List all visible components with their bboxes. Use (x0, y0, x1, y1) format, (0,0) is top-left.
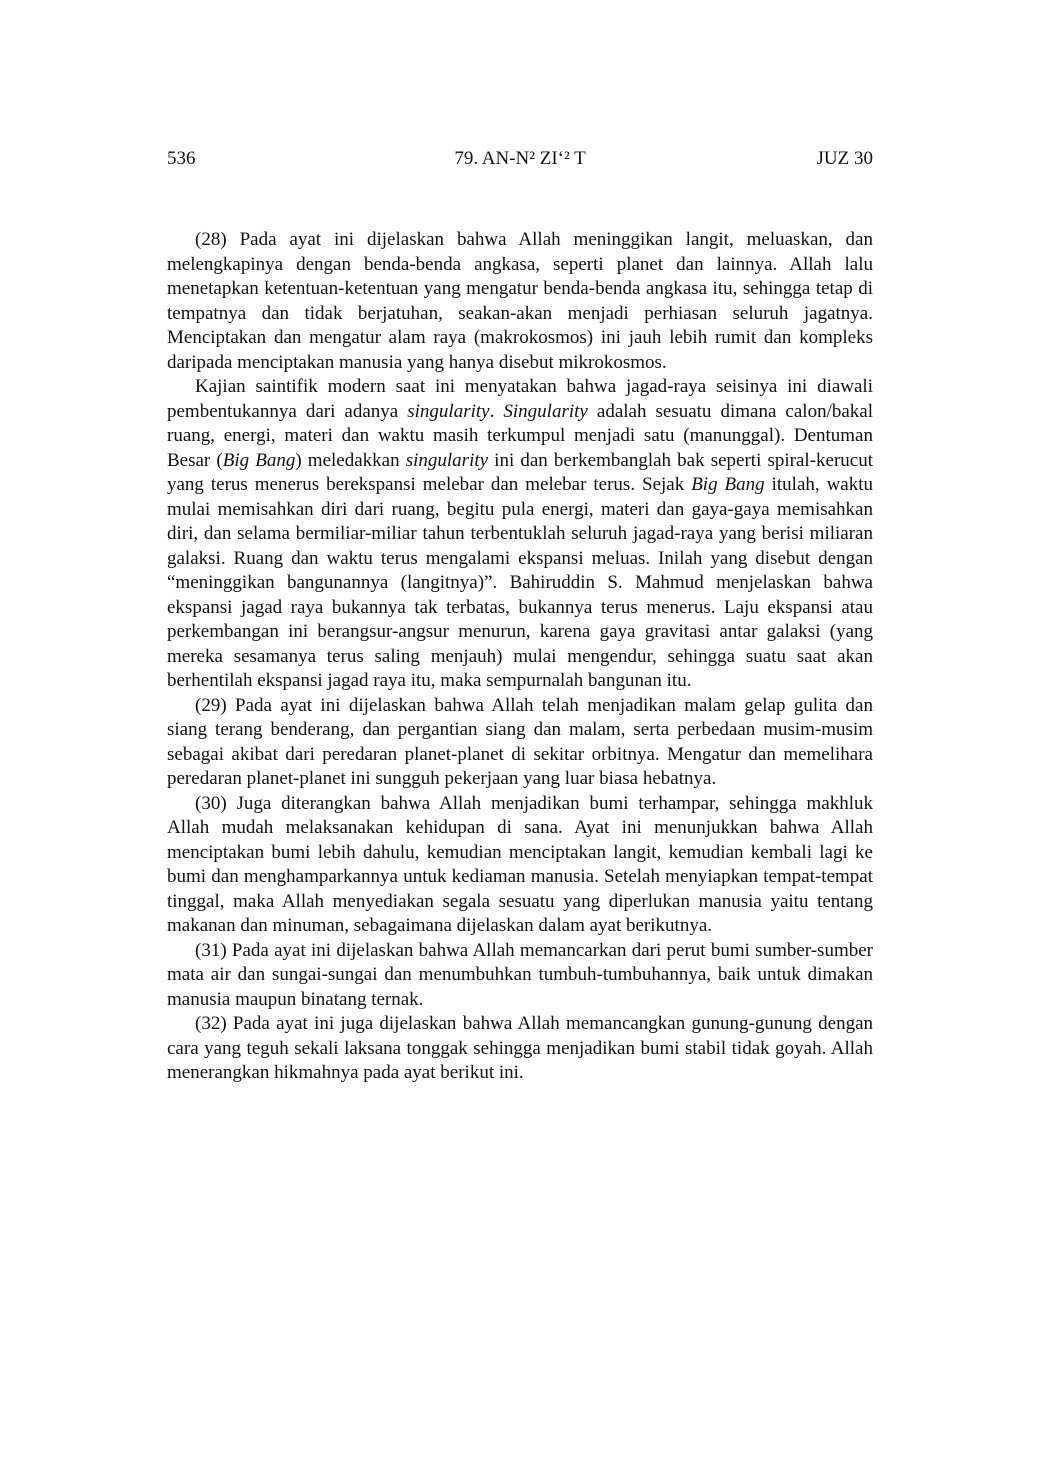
text-run: (31) Pada ayat ini dijelaskan bahwa Allah memancarkan dari perut bumi sumber-sumber mata air dan sungai-sungai dan menumbuhkan tumbuh-tumbuhannya, baik untuk dimakan manusia maupun binatang ternak. (167, 939, 873, 1010)
text-run: (30) Juga diterangkan bahwa Allah menjadikan bumi terhampar, sehingga makhluk Allah mudah melaksanakan kehidupan di sana. Ayat ini menunjukkan bahwa Allah menciptakan bumi lebih dahulu, kemudian menciptakan langit, kemudian kembali lagi ke bumi dan menghamparkannya untuk kediaman manusia. Setelah menyiapkan tempat-tempat tinggal, maka Allah menyediakan segala sesuatu yang diperlukan manusia yaitu tentang makanan dan minuman, sebagaimana dijelaskan dalam ayat berikutnya. (167, 792, 873, 936)
italic-text-run: Big Bang (691, 474, 765, 495)
text-run: . (489, 400, 504, 422)
text-run: Kajian saintifik modern saat ini menyatakan bahwa jagad-raya seisinya ini diawali pembentukannya dari adanya (167, 376, 873, 422)
text-run: ) meledakkan (295, 449, 406, 471)
paragraph (167, 228, 873, 375)
paragraph (167, 375, 873, 694)
text-run: ini dan berkembanglah bak seperti spiral-kerucut yang terus menerus berekspansi melebar dan melebar terus. Sejak (167, 449, 874, 495)
text-run: (29) Pada ayat ini dijelaskan bahwa Allah telah menjadikan malam gelap gulita dan siang terang benderang, dan pergantian siang dan malam, serta perbedaan musim-musim sebagai akibat dari peredaran planet-planet di sekitar orbitnya. Mengatur dan memelihara peredaran planet-planet ini sungguh pekerjaan yang luar biasa hebatnya. (167, 694, 873, 789)
text-run: adalah sesuatu dimana calon/bakal ruang, energi, materi dan waktu masih terkumpul menjadi satu (manunggal). Dentuman Besar ( (167, 400, 873, 471)
text-run: itulah, waktu mulai memisahkan diri dari ruang, begitu pula energi, materi dan gaya-gaya memisahkan diri, dan selama bermiliar-miliar tahun terbentuklah seluruh jagad-raya yang berisi miliaran galaksi. Ruang dan waktu terus mengalami ekspansi meluas. Inilah yang disebut dengan “meninggikan bangunannya (langitnya)”. Bahiruddin S. Mahmud menjelaskan bahwa ekspansi jagad raya bukannya tak terbatas, bukannya terus menerus. Laju ekspansi atau perkembangan ini berangsur-angsur menurun, karena gaya gravitasi antar galaksi (yang mereka sesamanya terus saling menjauh) mulai mengendur, sehingga suatu saat akan berhentilah ekspansi jagad raya itu, maka sempurnalah bangunan itu. (167, 474, 874, 691)
paragraphs (167, 228, 873, 1086)
page-number: 536 (167, 148, 196, 169)
italic-text-run: singularity (407, 400, 490, 422)
paragraph (167, 1012, 873, 1086)
juz-label: JUZ 30 (816, 148, 873, 169)
italic-text-run: Singularity (503, 400, 588, 422)
paragraph (167, 694, 873, 792)
paragraph (167, 792, 873, 939)
italic-text-run: singularity (405, 449, 489, 471)
paragraph (167, 939, 873, 1013)
text-run: (32) Pada ayat ini juga dijelaskan bahwa Allah memancangkan gunung-gunung dengan cara yang teguh sekali laksana tonggak sehingga menjadikan bumi stabil tidak goyah. Allah menerangkan hikmahnya pada ayat berikut ini. (167, 1013, 873, 1083)
chapter-title: 79. AN-N² ZI‘² T (454, 148, 586, 169)
italic-text-run: Big Bang (222, 449, 296, 471)
text-run: (28) Pada ayat ini dijelaskan bahwa Allah meninggikan langit, meluaskan, dan melengkapinya dengan benda-benda angkasa, seperti planet dan lainnya. Allah lalu menetapkan ketentuan-ketentuan yang mengatur benda-benda angkasa itu, sehingga tetap di tempatnya dan tidak berjatuhan, seakan-akan menjadi perhiasan seluruh jagatnya. Menciptakan dan mengatur alam raya (makrokosmos) ini jauh lebih rumit dan kompleks daripada menciptakan manusia yang hanya disebut mikrokosmos. (167, 229, 873, 373)
running-header (167, 146, 873, 172)
